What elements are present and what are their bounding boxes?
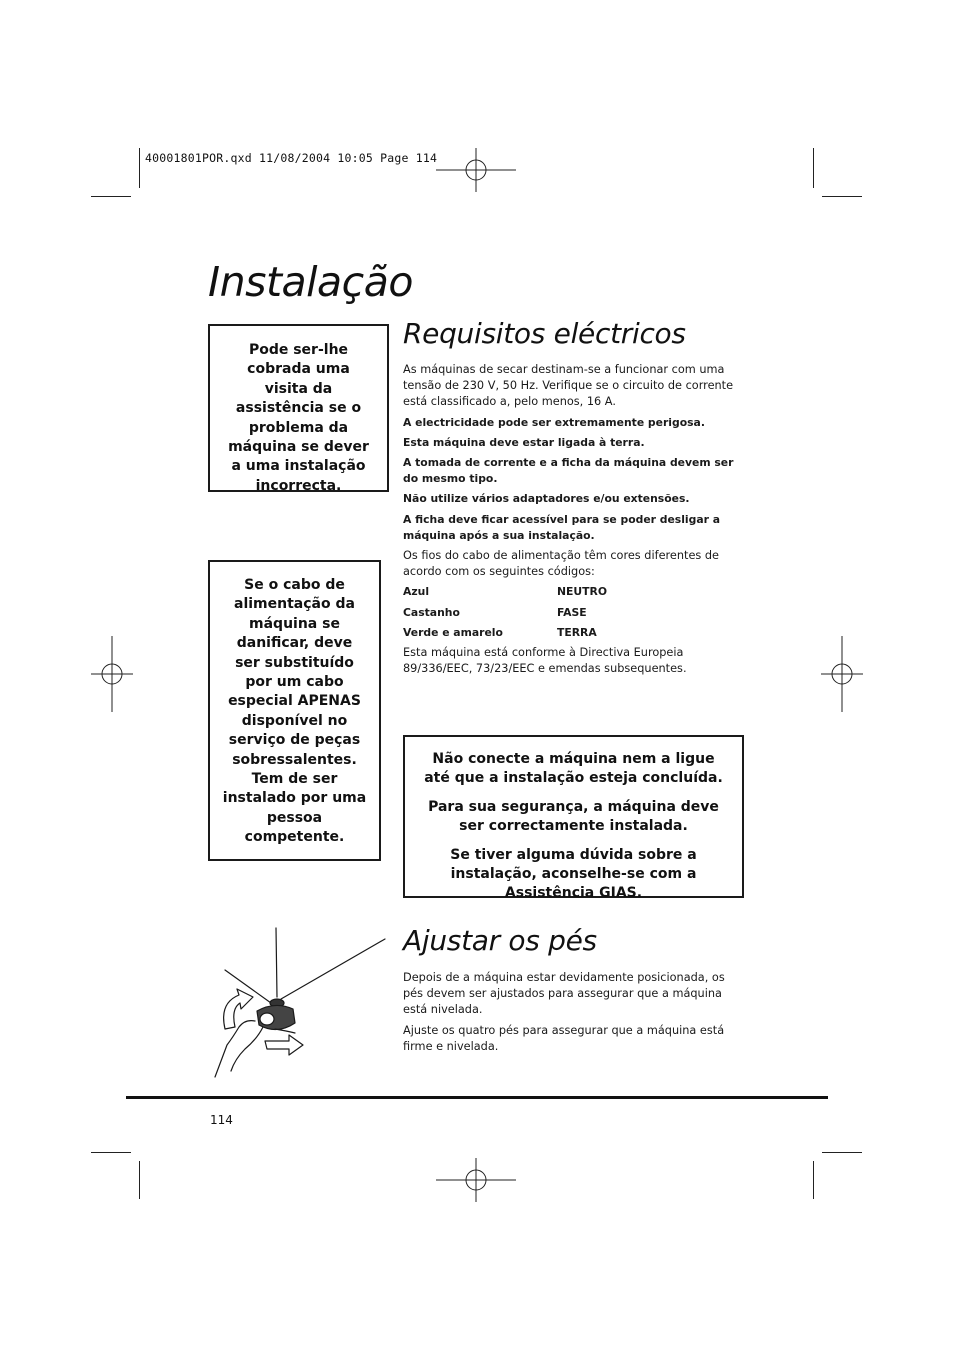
wire-code-row: [403, 584, 748, 600]
wire-color: Verde e amarelo: [403, 625, 503, 639]
section-heading-feet: Ajustar os pés: [403, 924, 597, 957]
hand-adjusting-foot-icon: [205, 925, 390, 1085]
warning-box-safety: [403, 735, 744, 902]
wire-code: FASE: [557, 605, 587, 619]
crop-mark-bottom-left-h: [91, 1152, 131, 1153]
wire-color: Azul: [403, 585, 430, 599]
warning-text-cable: Se o cabo de alimentação da máquina se danificar, deve ser substituído por um cabo especial APENAS disponível no serviço de peças sobressalentes. Tem de ser instalado por uma pessoa competente.: [222, 577, 367, 846]
bold-point: A electricidade pode ser extremamente perigosa.: [403, 415, 705, 429]
feet-paragraph: Ajuste os quatro pés para assegurar que a máquina está firme e nivelada.: [403, 1023, 725, 1053]
section-heading-electrical: Requisitos eléctricos: [403, 317, 686, 350]
warning-text-service-visit: Pode ser-lhe cobrada uma visita da assistência se o problema da máquina se dever a uma instalação incorrecta.: [228, 342, 369, 494]
wires-intro: Os fios do cabo de alimentação têm cores diferentes de acordo com os seguintes códigos:: [403, 549, 720, 579]
feet-paragraph: Depois de a máquina estar devidamente posicionada, os pés devem ser ajustados para assegurar que a máquina está nivelada.: [403, 971, 725, 1017]
bold-point: Não utilize vários adaptadores e/ou extensões.: [403, 492, 690, 506]
crop-mark-top-left-h: [91, 196, 131, 197]
page-title: Instalação: [208, 258, 413, 306]
crop-mark-bottom-right-h: [822, 1152, 862, 1153]
safety-text: Não conecte a máquina nem a ligue até que a instalação esteja concluída.: [424, 751, 723, 787]
feet-body: [403, 970, 748, 1059]
crop-mark-bottom-right-v: [813, 1161, 814, 1199]
conformity-statement: Esta máquina está conforme à Directiva Europeia 89/336/EEC, 73/23/EEC e emendas subsequentes.: [403, 646, 687, 676]
bold-point: A ficha deve ficar acessível para se poder desligar a máquina após a sua instalação.: [403, 512, 721, 542]
crop-mark-top-left-v: [139, 148, 140, 188]
safety-text: Para sua segurança, a máquina deve ser correctamente instalada.: [428, 798, 719, 835]
wire-code-row: [403, 625, 748, 641]
registration-mark-bottom-icon: [436, 1158, 516, 1202]
registration-mark-top-icon: [436, 148, 516, 192]
wire-color: Castanho: [403, 605, 460, 619]
registration-mark-left-icon: [91, 636, 133, 712]
page-number: 114: [210, 1113, 233, 1127]
footer-rule: [126, 1096, 828, 1099]
electrical-intro: As máquinas de secar destinam-se a funcionar com uma tensão de 230 V, 50 Hz. Verifique se o circuito de corrente está classificado a, pelo menos, 16 A.: [403, 363, 734, 409]
wire-code: TERRA: [557, 625, 597, 639]
bold-point: Esta máquina deve estar ligada à terra.: [403, 435, 645, 449]
electrical-body: [403, 362, 748, 681]
warning-box-service-visit: [208, 324, 389, 492]
crop-mark-bottom-left-v: [139, 1161, 140, 1199]
wire-code: NEUTRO: [557, 585, 608, 599]
crop-mark-top-right-h: [822, 196, 862, 197]
bold-point: A tomada de corrente e a ficha da máquina devem ser do mesmo tipo.: [403, 456, 734, 486]
warning-box-cable: [208, 560, 381, 861]
registration-mark-right-icon: [821, 636, 863, 712]
safety-text: Se tiver alguma dúvida sobre a instalação, aconselhe-se com a Assistência GIAS.: [450, 846, 697, 902]
crop-mark-top-right-v: [813, 148, 814, 188]
wire-code-row: [403, 605, 748, 621]
print-slug: 40001801POR.qxd 11/08/2004 10:05 Page 114: [145, 151, 438, 165]
